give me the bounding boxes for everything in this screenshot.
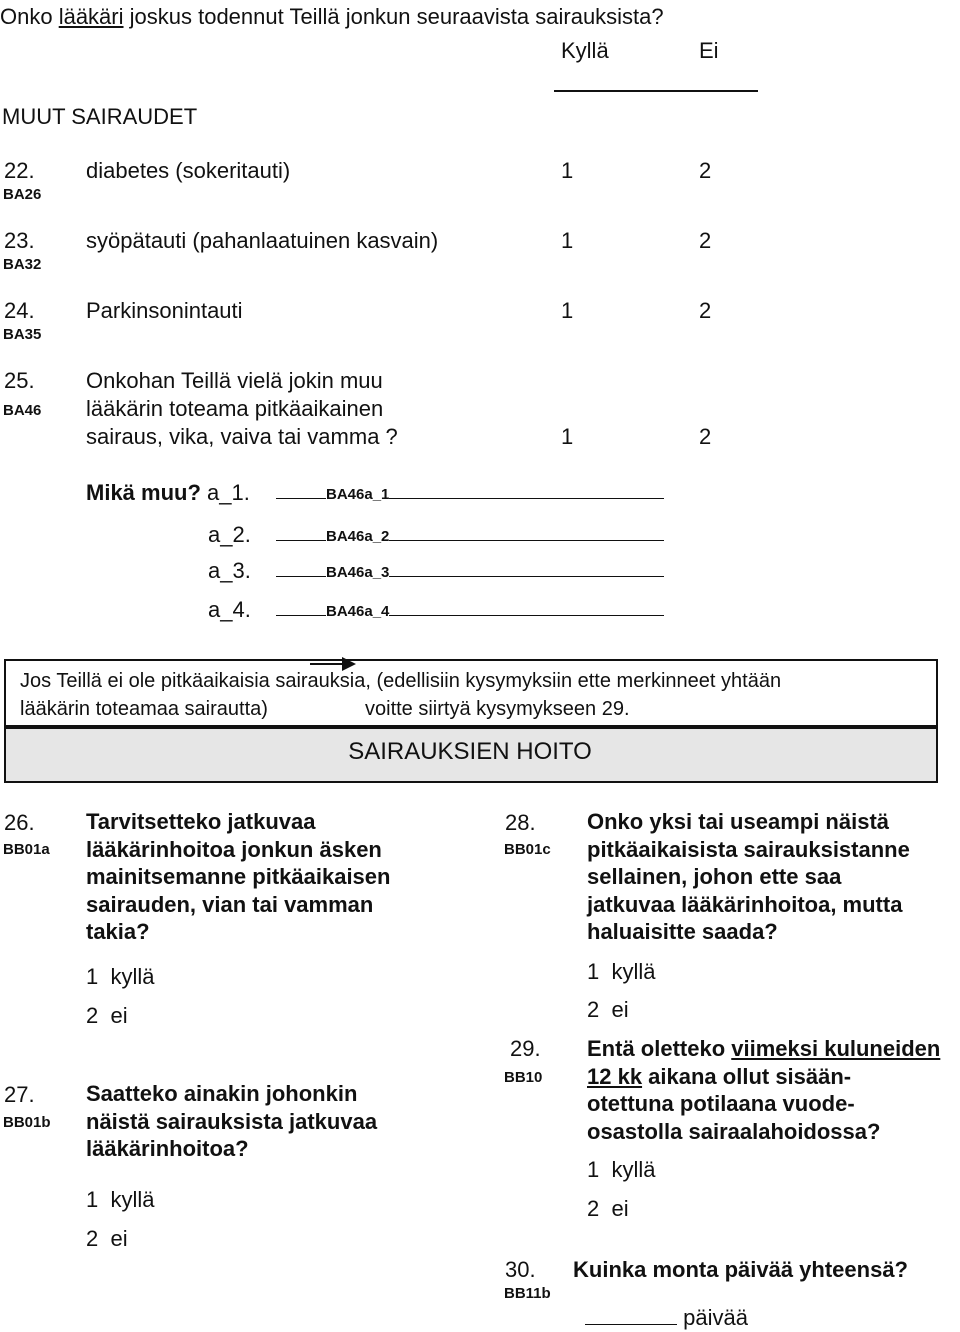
main-question: Onko lääkäri joskus todennut Teillä jonkun seuraavista sairauksista? [0,4,664,29]
item-yes-option[interactable]: 1 [561,298,574,323]
section-title: MUUT SAIRAUDET [2,104,198,129]
q25-no-option[interactable]: 2 [699,424,712,449]
item-num: 24. [4,298,35,323]
q29-option-yes[interactable]: 1 kyllä [587,1157,656,1182]
skip-note-line2b: voitte siirtyä kysymykseen 29. [365,698,630,720]
q29-code: BB10 [504,1069,543,1086]
skip-note-line1: Jos Teillä ei ole pitkäaikaisia sairauksia, (edellisiin kysymyksiin ette merkinneet yhtään [20,670,782,692]
item-code: BA35 [3,326,42,343]
q26-num: 26. [4,810,35,835]
q28-text: Onko yksi tai useampi näistä pitkäaikaisista sairauksistanne sellainen, johon ette saa jatkuvaa lääkärinhoitoa, mutta haluaisitte saada? [587,809,910,944]
item-no-option[interactable]: 2 [699,158,712,183]
q30-answer-field[interactable] [585,1304,748,1331]
q27-text: Saatteko ainakin johonkin näistä sairauksista jatkuvaa lääkärinhoitoa? [86,1081,378,1161]
q25-line: Onkohan Teillä vielä jokin muu [86,368,383,393]
q27-code: BB01b [3,1114,51,1131]
q26-code: BB01a [3,841,50,858]
q27-num: 27. [4,1082,35,1107]
subitem-field[interactable] [276,522,664,546]
q25-code: BA46 [3,402,42,419]
skip-note-line2a: lääkärin toteamaa sairautta) [20,698,268,720]
question-keyword: lääkäri [58,4,124,29]
q29-num: 29. [510,1036,541,1061]
subitem-label: a_2. [208,522,251,547]
q28-option-no[interactable]: 2 ei [587,997,629,1022]
q30-text: Kuinka monta päivää yhteensä? [573,1257,908,1282]
q27-option-yes[interactable]: 1 kyllä [86,1187,155,1212]
q26-option-no[interactable]: 2 ei [86,1003,128,1028]
q26-text: Tarvitsetteko jatkuvaa lääkärinhoitoa jonkun äsken mainitsemanne pitkäaikaisen sairauden, vian tai vamman takia? [86,809,391,944]
subitem-label: a_3. [208,558,251,583]
q28-num: 28. [505,810,536,835]
item-num: 22. [4,158,35,183]
q25-num: 25. [4,368,35,393]
q27-option-no[interactable]: 2 ei [86,1226,128,1251]
q30-code: BB11b [504,1285,551,1302]
q29-option-no[interactable]: 2 ei [587,1196,629,1221]
header-rule [554,90,758,92]
q25-followup [86,480,250,506]
subitem-code: BA46a_1 [326,486,390,503]
q28-code: BB01c [504,841,551,858]
q25-yes-option[interactable]: 1 [561,424,574,449]
subitem-field[interactable] [276,597,664,621]
item-yes-option[interactable]: 1 [561,228,574,253]
q30-unit: päivää [683,1305,748,1330]
q25-line: sairaus, vika, vaiva tai vamma ? [86,424,398,449]
subitem-label: a_4. [208,597,251,622]
item-no-option[interactable]: 2 [699,228,712,253]
subitem-code: BA46a_4 [326,603,390,620]
q25-line: lääkärin toteama pitkäaikainen [86,396,384,421]
header-no: Ei [699,38,719,63]
q30-num: 30. [505,1257,536,1282]
item-text: syöpätauti (pahanlaatuinen kasvain) [86,228,439,253]
item-num: 23. [4,228,35,253]
section2-title: SAIRAUKSIEN HOITO [348,738,592,765]
item-code: BA26 [3,186,42,203]
q26-option-yes[interactable]: 1 kyllä [86,964,155,989]
item-yes-option[interactable]: 1 [561,158,574,183]
item-text: diabetes (sokeritauti) [86,158,291,183]
followup-label: Mikä muu? [86,480,201,505]
item-text: Parkinsonintauti [86,298,243,323]
item-no-option[interactable]: 2 [699,298,712,323]
subitem-field[interactable] [276,480,664,504]
subitem-label: a_1. [207,480,250,505]
q28-option-yes[interactable]: 1 kyllä [587,959,656,984]
header-yes: Kyllä [561,38,609,63]
subitem-code: BA46a_2 [326,528,390,545]
q29-text: Entä oletteko viimeksi kuluneiden 12 kk aikana ollut sisään- otettuna potilaana vuode- osastolla sairaalahoidossa? [587,1036,941,1144]
subitem-code: BA46a_3 [326,564,390,581]
item-code: BA32 [3,256,42,273]
subitem-field[interactable] [276,558,664,582]
